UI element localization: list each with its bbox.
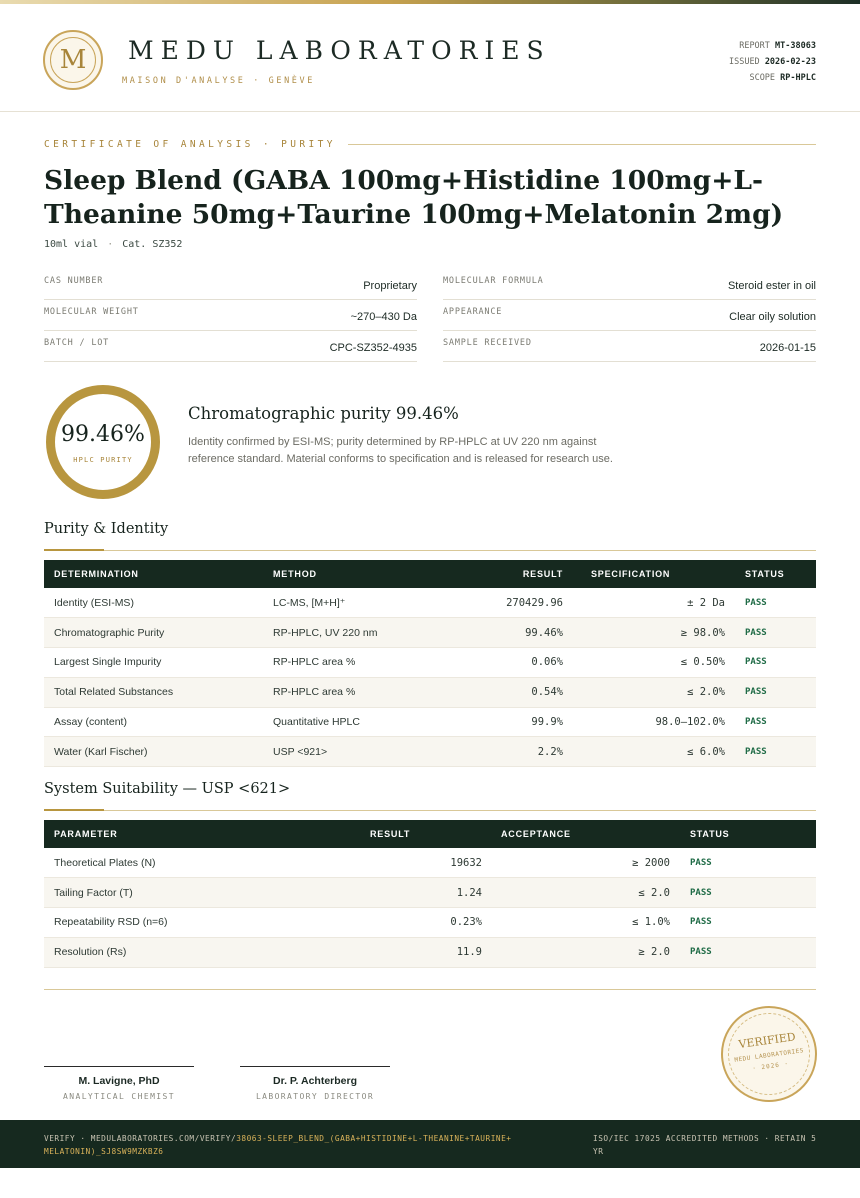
parameter-cell: Repeatability RSD (n=6) <box>44 908 288 938</box>
property-row <box>443 269 816 300</box>
column-header: STATUS <box>745 569 785 579</box>
table-row <box>44 878 816 908</box>
parameter-cell: Resolution (Rs) <box>44 937 288 967</box>
property-row <box>44 331 417 362</box>
property-label: APPEARANCE <box>443 307 503 317</box>
logo-letter: M <box>50 37 96 83</box>
property-value: CPC-SZ352-4935 <box>329 342 417 354</box>
table-row <box>44 908 816 938</box>
kicker-text: CERTIFICATE OF ANALYSIS · PURITY <box>44 139 336 150</box>
property-row <box>443 300 816 331</box>
property-value: Clear oily solution <box>729 311 816 323</box>
specification-cell: ≥ 98.0% <box>573 618 735 648</box>
method-cell: RP-HPLC area % <box>263 677 439 707</box>
property-value: 2026-01-15 <box>759 342 816 354</box>
property-label: BATCH / LOT <box>44 338 110 348</box>
purity-ring-label: HPLC PURITY <box>73 456 133 464</box>
column-header: RESULT <box>522 569 563 579</box>
signatory-role: ANALYTICAL CHEMIST <box>63 1092 175 1101</box>
status-badge: PASS <box>680 848 816 878</box>
result-cell: 99.9% <box>439 707 573 737</box>
report-number: MT-38063 <box>775 41 816 51</box>
accreditation-note: ISO/IEC 17025 ACCREDITED METHODS · RETAIN 5 YR <box>593 1134 817 1156</box>
acceptance-cell: ≤ 2.0 <box>492 878 680 908</box>
product-subline <box>44 239 182 250</box>
signatory-name: Dr. P. Achterberg <box>272 1075 358 1087</box>
properties-grid <box>44 269 816 362</box>
determination-cell: Identity (ESI-MS) <box>44 588 263 618</box>
system-suitability-table <box>44 820 816 968</box>
purity-ring-value: 99.46% <box>61 422 145 447</box>
method-cell: LC-MS, [M+H]⁺ <box>263 588 439 618</box>
status-badge: PASS <box>680 878 816 908</box>
table-row <box>44 618 816 648</box>
section-purity-identity <box>44 521 816 551</box>
report-label: REPORT <box>739 41 770 51</box>
table-row <box>44 848 816 878</box>
status-badge: PASS <box>680 937 816 967</box>
method-cell: USP <921> <box>263 737 439 767</box>
acceptance-cell: ≥ 2000 <box>492 848 680 878</box>
property-label: MOLECULAR WEIGHT <box>44 307 139 317</box>
result-cell: 1.24 <box>288 878 492 908</box>
verified-stamp <box>715 1000 823 1108</box>
issued-label: ISSUED <box>728 57 760 67</box>
purity-identity-table <box>44 560 816 767</box>
property-label: SAMPLE RECEIVED <box>443 338 532 348</box>
product-format: 10ml vial <box>44 239 99 250</box>
column-header: ACCEPTANCE <box>501 829 571 839</box>
result-cell: 11.9 <box>288 937 492 967</box>
brand-name: MEDU LABORATORIES <box>128 36 551 65</box>
determination-cell: Water (Karl Fischer) <box>44 737 263 767</box>
table-row <box>44 937 816 967</box>
stamp-year: · 2026 · <box>751 1060 790 1073</box>
certificate-kicker <box>44 139 816 150</box>
subline-separator: · <box>107 239 114 250</box>
property-value: ~270–430 Da <box>350 311 417 323</box>
status-badge: PASS <box>735 677 816 707</box>
lab-logo-seal <box>43 30 103 90</box>
determination-cell: Total Related Substances <box>44 677 263 707</box>
result-cell: 0.23% <box>288 908 492 938</box>
specification-cell: 98.0–102.0% <box>573 707 735 737</box>
column-header: RESULT <box>370 829 411 839</box>
kicker-rule <box>348 144 816 145</box>
acceptance-cell: ≥ 2.0 <box>492 937 680 967</box>
result-cell: 99.46% <box>439 618 573 648</box>
property-row <box>443 331 816 362</box>
report-header <box>0 4 860 112</box>
purity-heading: Chromatographic purity 99.46% <box>188 404 459 423</box>
verify-prefix: VERIFY · MEDULABORATORIES.COM/VERIFY/ <box>44 1134 237 1143</box>
status-badge: PASS <box>735 588 816 618</box>
column-header: STATUS <box>690 829 730 839</box>
verify-link[interactable]: 38063-SLEEP_BLEND_(GABA+HISTIDINE+L-THEANINE+TAURINE+MELATONIN)_SJ8SW9MZKBZ6 <box>44 1134 512 1156</box>
status-badge: PASS <box>735 648 816 678</box>
section-underline <box>44 809 104 811</box>
result-cell: 270429.96 <box>439 588 573 618</box>
table-row <box>44 648 816 678</box>
status-badge: PASS <box>735 737 816 767</box>
report-meta <box>729 38 816 86</box>
section-system-suitability <box>44 781 816 811</box>
property-value: Proprietary <box>363 280 417 292</box>
scope-value: RP-HPLC <box>780 73 816 83</box>
scope-label: SCOPE <box>749 73 776 83</box>
section-underline <box>44 549 104 551</box>
property-row <box>44 269 417 300</box>
product-title: Sleep Blend (GABA 100mg+Histidine 100mg+L-Theanine 50mg+Taurine 100mg+Melatonin 2mg) <box>44 165 784 230</box>
table-row <box>44 707 816 737</box>
verify-url <box>44 1132 514 1158</box>
status-badge: PASS <box>735 707 816 737</box>
brand-tagline: MAISON D'ANALYSE · GENÈVE <box>122 76 315 86</box>
parameter-cell: Theoretical Plates (N) <box>44 848 288 878</box>
purity-description: Identity confirmed by ESI-MS; purity determined by RP-HPLC at UV 220 nm against reference standard. Material conforms to specification and is released for research use. <box>188 436 613 465</box>
determination-cell: Chromatographic Purity <box>44 618 263 648</box>
section-title: Purity & Identity <box>44 521 169 537</box>
status-badge: PASS <box>735 618 816 648</box>
section-title: System Suitability — USP <621> <box>44 781 291 797</box>
acceptance-cell: ≤ 1.0% <box>492 908 680 938</box>
determination-cell: Largest Single Impurity <box>44 648 263 678</box>
table-header-row <box>44 560 816 588</box>
catalog-number: Cat. SZ352 <box>122 239 183 250</box>
status-badge: PASS <box>680 908 816 938</box>
column-header: DETERMINATION <box>54 569 139 579</box>
table-row <box>44 588 816 618</box>
verification-footer <box>0 1120 860 1168</box>
property-label: CAS NUMBER <box>44 276 104 286</box>
signature-block <box>240 1066 390 1101</box>
determination-cell: Assay (content) <box>44 707 263 737</box>
result-cell: 0.06% <box>439 648 573 678</box>
issued-date: 2026-02-23 <box>764 57 816 67</box>
table-header-row <box>44 820 816 848</box>
column-header: SPECIFICATION <box>591 569 671 579</box>
result-cell: 19632 <box>288 848 492 878</box>
property-value: Steroid ester in oil <box>727 280 816 292</box>
specification-cell: ≤ 2.0% <box>573 677 735 707</box>
parameter-cell: Tailing Factor (T) <box>44 878 288 908</box>
stamp-lab-name: MEDU LABORATORIES <box>734 1047 805 1064</box>
table-row <box>44 677 816 707</box>
property-label: MOLECULAR FORMULA <box>443 276 544 286</box>
property-row <box>44 300 417 331</box>
stamp-title: VERIFIED <box>737 1030 797 1052</box>
specification-cell: ≤ 6.0% <box>573 737 735 767</box>
signatory-role: LABORATORY DIRECTOR <box>255 1092 375 1101</box>
table-row <box>44 737 816 767</box>
result-cell: 2.2% <box>439 737 573 767</box>
method-cell: Quantitative HPLC <box>263 707 439 737</box>
section-divider <box>44 989 816 990</box>
method-cell: RP-HPLC area % <box>263 648 439 678</box>
result-cell: 0.54% <box>439 677 573 707</box>
column-header: PARAMETER <box>54 829 118 839</box>
signatory-name: M. Lavigne, PhD <box>78 1075 160 1087</box>
method-cell: RP-HPLC, UV 220 nm <box>263 618 439 648</box>
specification-cell: ± 2 Da <box>573 588 735 618</box>
purity-ring <box>46 385 160 499</box>
specification-cell: ≤ 0.50% <box>573 648 735 678</box>
column-header: METHOD <box>273 569 317 579</box>
signature-block <box>44 1066 194 1101</box>
